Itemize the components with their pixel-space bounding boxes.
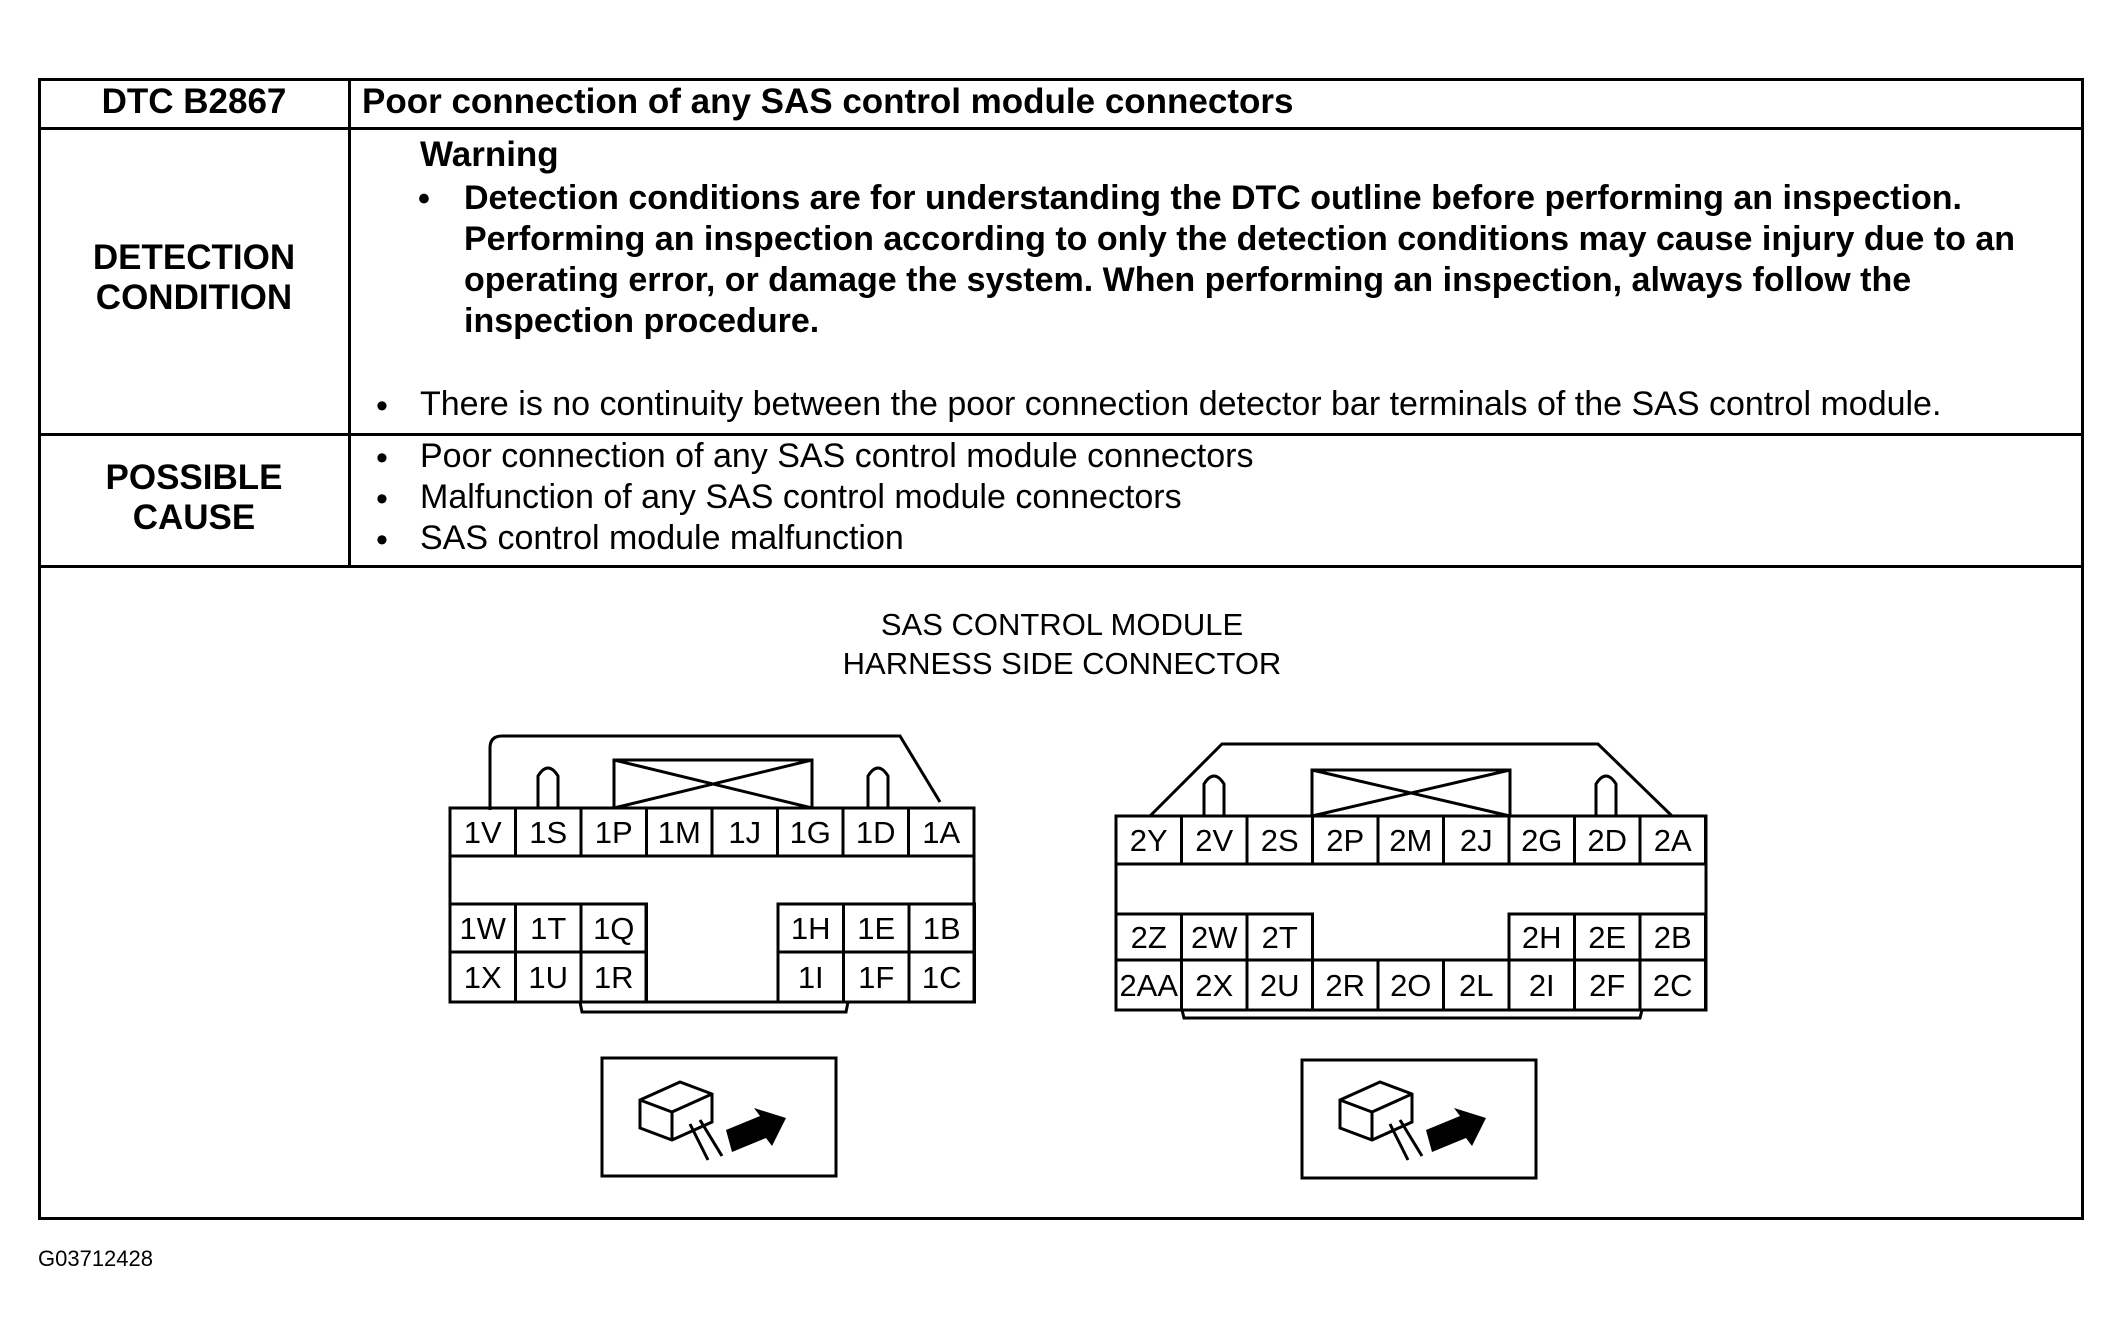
connector1-latch-right bbox=[868, 768, 888, 808]
connector2-latch-left bbox=[1204, 776, 1224, 816]
terminal-1p-label: 1P bbox=[594, 815, 633, 850]
condition-bullet: • bbox=[376, 387, 388, 425]
terminal-2a-label: 2A bbox=[1653, 823, 1692, 858]
figure-id: G03712428 bbox=[38, 1246, 153, 1271]
terminal-2j-label: 2J bbox=[1459, 823, 1493, 858]
terminal-1w-label: 1W bbox=[459, 911, 506, 946]
connector2-lock-x bbox=[1312, 770, 1510, 816]
cause-item-3: SAS control module malfunction bbox=[420, 519, 904, 557]
terminal-2r-label: 2R bbox=[1325, 968, 1366, 1003]
warning-text: Detection conditions are for understanding the DTC outline before performing an inspection. Performing an inspection according to only the detection conditions may cause injury due to an operating error, or damage the system. When performing an inspection, always follow the inspection procedure. bbox=[464, 179, 2016, 340]
harness-view-icon-1 bbox=[640, 1082, 722, 1160]
detection-condition-text: There is no continuity between the poor connection detector bar terminals of the SAS control module. bbox=[420, 385, 1942, 423]
terminal-1s-label: 1S bbox=[529, 815, 568, 850]
terminal-2y-label: 2Y bbox=[1129, 823, 1168, 858]
connector1-cells bbox=[450, 808, 975, 1002]
connector2-view-box bbox=[1302, 1060, 1536, 1178]
connector1-view-box bbox=[602, 1058, 836, 1176]
cause-bullet-2: • bbox=[376, 480, 388, 518]
terminal-1r-label: 1R bbox=[593, 960, 634, 995]
harness-view-icon-2 bbox=[1340, 1082, 1422, 1160]
warning-bullet: • bbox=[418, 180, 430, 218]
cause-item-1: Poor connection of any SAS control module connectors bbox=[420, 437, 1254, 475]
dtc-code: DTC B2867 bbox=[101, 82, 287, 121]
terminal-1u-label: 1U bbox=[528, 960, 569, 995]
terminal-2d-label: 2D bbox=[1587, 823, 1628, 858]
detection-label-line2: CONDITION bbox=[95, 278, 293, 317]
terminal-2g-label: 2G bbox=[1521, 823, 1563, 858]
terminal-2x-label: 2X bbox=[1195, 968, 1234, 1003]
arrow-icon-2 bbox=[1426, 1108, 1486, 1152]
terminal-1i-label: 1I bbox=[797, 960, 824, 995]
terminal-2u-label: 2U bbox=[1259, 968, 1300, 1003]
terminal-2m-label: 2M bbox=[1389, 823, 1433, 858]
terminal-1q-label: 1Q bbox=[593, 911, 635, 946]
terminal-1g-label: 1G bbox=[789, 815, 831, 850]
arrow-icon-1 bbox=[726, 1108, 786, 1152]
cause-bullet-1: • bbox=[376, 439, 388, 477]
terminal-2s-label: 2S bbox=[1260, 823, 1299, 858]
terminal-1a-label: 1A bbox=[922, 815, 961, 850]
terminal-1d-label: 1D bbox=[855, 815, 896, 850]
cause-item-2: Malfunction of any SAS control module connectors bbox=[420, 478, 1182, 516]
terminal-1e-label: 1E bbox=[857, 911, 896, 946]
terminal-1x-label: 1X bbox=[463, 960, 502, 995]
warning-title: Warning bbox=[420, 135, 559, 174]
connector2-housing bbox=[1150, 744, 1672, 816]
connector-block-icon-1 bbox=[640, 1082, 712, 1140]
connector2-cells bbox=[1116, 816, 1706, 1010]
terminal-1v-label: 1V bbox=[463, 815, 502, 850]
dtc-title: Poor connection of any SAS control module connectors bbox=[362, 82, 1294, 121]
terminal-2w-label: 2W bbox=[1191, 920, 1238, 955]
terminal-2v-label: 2V bbox=[1195, 823, 1234, 858]
terminal-2b-label: 2B bbox=[1653, 920, 1692, 955]
terminal-2l-label: 2L bbox=[1459, 968, 1494, 1003]
connector2-latch-right bbox=[1596, 776, 1616, 816]
terminal-2aa-label: 2AA bbox=[1119, 968, 1179, 1003]
diagram-title-line2: HARNESS SIDE CONNECTOR bbox=[842, 646, 1282, 681]
terminal-2t-label: 2T bbox=[1261, 920, 1298, 955]
terminal-1t-label: 1T bbox=[530, 911, 567, 946]
terminal-1b-label: 1B bbox=[922, 911, 961, 946]
terminal-1m-label: 1M bbox=[657, 815, 701, 850]
terminal-2f-label: 2F bbox=[1589, 968, 1626, 1003]
connector1-lock-x bbox=[614, 760, 812, 808]
terminal-2e-label: 2E bbox=[1588, 920, 1627, 955]
terminal-1f-label: 1F bbox=[858, 960, 895, 995]
connector1-latch-left bbox=[538, 768, 558, 808]
terminal-2i-label: 2I bbox=[1528, 968, 1555, 1003]
terminal-1c-label: 1C bbox=[921, 960, 962, 995]
connector-block-icon-2 bbox=[1340, 1082, 1412, 1140]
cause-bullet-3: • bbox=[376, 521, 388, 559]
possible-cause-label-line1: POSSIBLE bbox=[105, 458, 283, 497]
diagram-title-line1: SAS CONTROL MODULE bbox=[880, 607, 1244, 642]
terminal-2h-label: 2H bbox=[1521, 920, 1562, 955]
terminal-2c-label: 2C bbox=[1652, 968, 1693, 1003]
terminal-1j-label: 1J bbox=[728, 815, 762, 850]
terminal-1h-label: 1H bbox=[790, 911, 831, 946]
detection-label-line1: DETECTION bbox=[92, 238, 296, 277]
terminal-2z-label: 2Z bbox=[1130, 920, 1167, 955]
terminal-2p-label: 2P bbox=[1326, 823, 1365, 858]
terminal-2o-label: 2O bbox=[1390, 968, 1432, 1003]
possible-cause-label-line2: CAUSE bbox=[132, 498, 256, 537]
